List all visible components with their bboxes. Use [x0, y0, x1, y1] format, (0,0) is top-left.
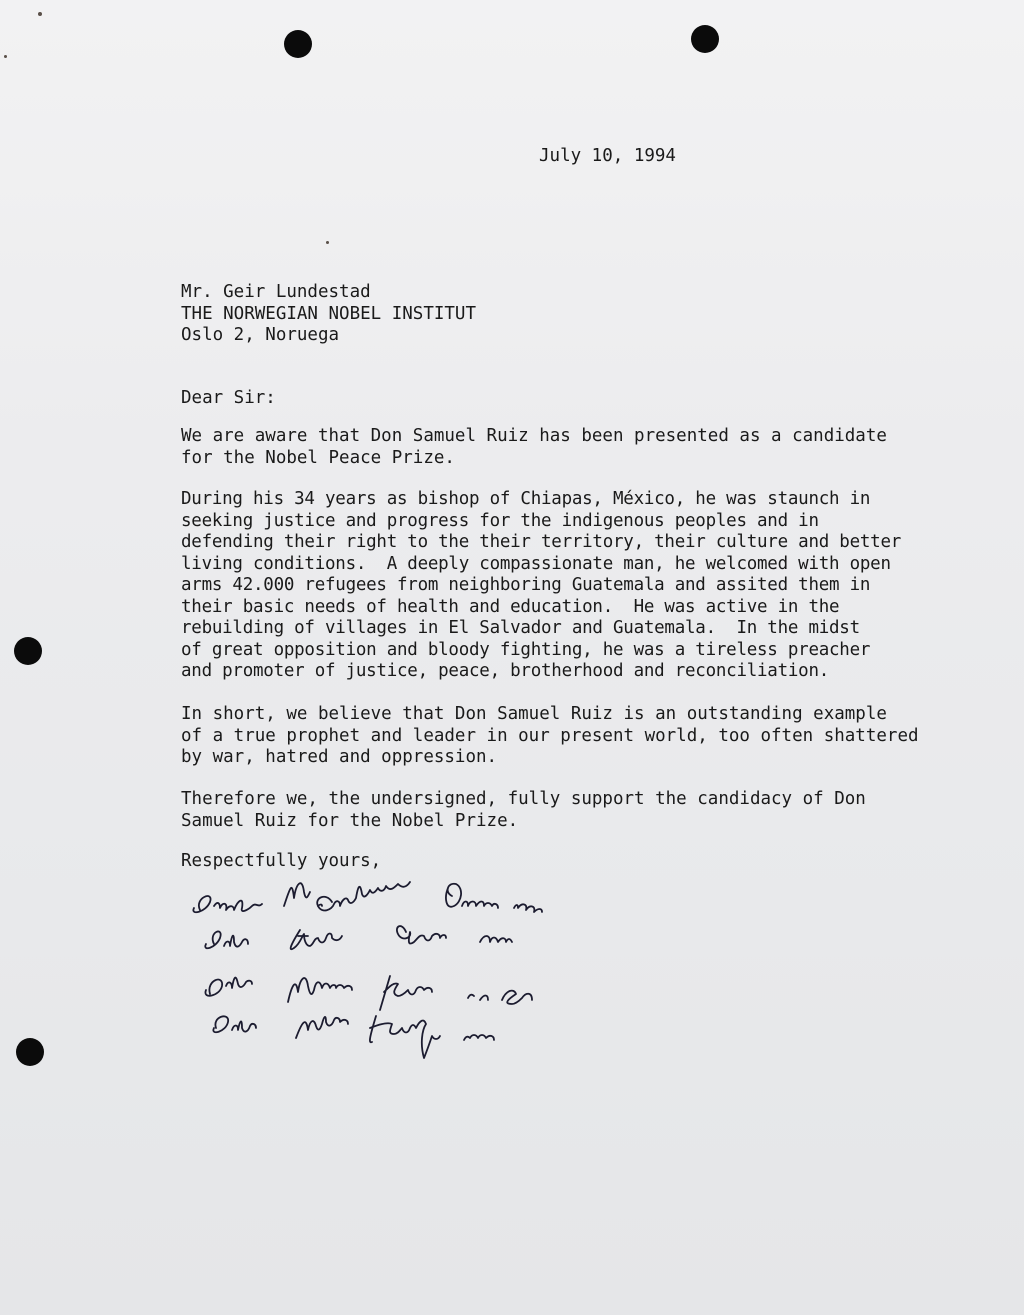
letter-date: July 10, 1994: [539, 146, 676, 166]
paper-speck: [38, 12, 42, 16]
closing-line: Respectfully yours,: [181, 851, 382, 871]
punch-hole-top-right: [691, 25, 719, 53]
body-paragraph-4: Therefore we, the undersigned, fully support the candidacy of Don Samuel Ruiz for the Nobel Prize.: [181, 789, 866, 831]
punch-hole-top-left: [284, 30, 312, 58]
body-paragraph-1: We are aware that Don Samuel Ruiz has been presented as a candidate for the Nobel Peace Prize.: [181, 426, 887, 468]
signature-2: [205, 926, 512, 949]
body-paragraph-2: During his 34 years as bishop of Chiapas, México, he was staunch in seeking justice and progress for the indigenous peoples and in defending their right to the their territory, their culture and better living conditions. A deeply compassionate man, he welcomed with open arms 42.000 refugees from neighboring Guatemala and assited them in their basic needs of health and education. He was active in the rebuilding of villages in El Salvador and Guatemala. In the midst of great opposition and bloody fighting, he was a tireless preacher and promoter of justice, peace, brotherhood and reconciliation.: [181, 489, 902, 681]
recipient-institution: THE NORWEGIAN NOBEL INSTITUT: [181, 303, 477, 324]
recipient-address: [181, 282, 476, 347]
punch-hole-left-bottom: [16, 1038, 44, 1066]
signature-3: [205, 976, 532, 1010]
salutation: Dear Sir:: [181, 388, 276, 408]
recipient-city: Oslo 2, Noruega: [181, 325, 340, 345]
paper-speck: [4, 55, 7, 58]
signature-1: [193, 882, 542, 912]
paper-speck: [326, 241, 329, 244]
handwritten-signatures: [180, 868, 640, 1088]
punch-hole-left-middle: [14, 637, 42, 665]
signature-4: [213, 1016, 494, 1058]
body-paragraph-3: In short, we believe that Don Samuel Ruiz is an outstanding example of a true prophet and leader in our present world, too often shattered by war, hatred and oppression.: [181, 704, 919, 767]
recipient-name: Mr. Geir Lundestad: [181, 282, 371, 302]
